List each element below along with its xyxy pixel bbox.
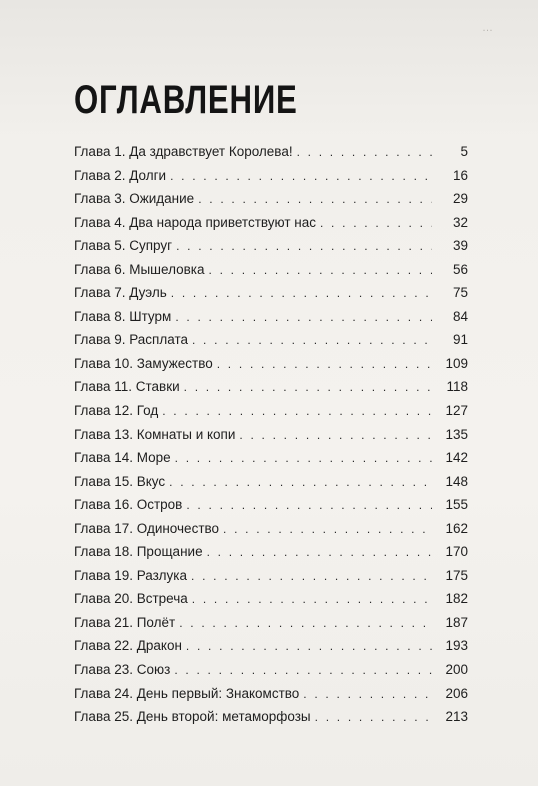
- toc-entry: [74, 262, 468, 286]
- toc-list: [74, 144, 468, 733]
- toc-entry-page: 213: [445, 709, 468, 725]
- toc-entry-page: 142: [445, 450, 468, 466]
- toc-entry-label: Глава 3. Ожидание: [74, 191, 195, 207]
- dot-leader: [176, 239, 432, 253]
- toc-entry: [74, 497, 468, 521]
- toc-title: ОГЛАВЛЕНИЕ: [74, 78, 298, 122]
- toc-entry-page: 39: [452, 238, 468, 254]
- toc-entry: [74, 427, 468, 451]
- toc-entry-page: 200: [445, 662, 468, 678]
- toc-entry: [74, 709, 468, 733]
- toc-entry: [74, 168, 468, 192]
- toc-entry-page: 109: [445, 355, 468, 371]
- dot-leader: [169, 475, 432, 489]
- dot-leader: [209, 263, 433, 277]
- toc-entry-label: Глава 20. Встреча: [74, 591, 188, 607]
- toc-entry: [74, 215, 468, 239]
- toc-entry: [74, 332, 468, 356]
- dot-leader: [175, 451, 432, 465]
- toc-entry-page: 91: [452, 332, 468, 348]
- toc-entry: [74, 662, 468, 686]
- toc-entry-page: 193: [445, 638, 468, 654]
- dot-leader: [191, 569, 432, 583]
- toc-entry-label: Глава 9. Расплата: [74, 332, 188, 348]
- toc-entry-page: 175: [445, 567, 468, 583]
- toc-entry: [74, 285, 468, 309]
- toc-entry: [74, 474, 468, 498]
- toc-entry: [74, 568, 468, 592]
- toc-entry-page: 148: [445, 473, 468, 489]
- toc-entry-page: 135: [445, 426, 468, 442]
- toc-entry: [74, 544, 468, 568]
- toc-entry-label: Глава 18. Прощание: [74, 544, 203, 560]
- dot-leader: [239, 428, 432, 442]
- toc-entry-label: Глава 2. Долги: [74, 167, 167, 183]
- toc-entry-label: Глава 10. Замужество: [74, 355, 213, 371]
- toc-entry: [74, 686, 468, 710]
- dot-leader: [217, 357, 432, 371]
- toc-entry-page: 5: [460, 144, 468, 159]
- dot-leader: [174, 663, 432, 677]
- dot-leader: [223, 522, 432, 536]
- toc-entry: [74, 144, 468, 168]
- toc-entry: [74, 591, 468, 615]
- toc-entry: [74, 403, 468, 427]
- toc-entry: [74, 238, 468, 262]
- toc-entry-page: 182: [445, 591, 468, 607]
- dot-leader: [207, 545, 432, 559]
- toc-entry-page: 32: [452, 214, 468, 230]
- toc-entry-page: 162: [445, 520, 468, 536]
- toc-entry-label: Глава 5. Супруг: [74, 238, 173, 254]
- dot-leader: [320, 216, 432, 230]
- toc-entry-label: Глава 22. Дракон: [74, 638, 182, 654]
- dot-leader: [192, 333, 432, 347]
- toc-entry-label: Глава 13. Комнаты и копи: [74, 426, 236, 442]
- toc-entry-page: 127: [445, 403, 468, 419]
- toc-entry-page: 75: [452, 285, 468, 301]
- toc-entry-page: 155: [445, 497, 468, 513]
- toc-entry: [74, 450, 468, 474]
- dot-leader: [162, 404, 432, 418]
- toc-entry-page: 118: [446, 379, 468, 395]
- toc-entry-page: 29: [452, 191, 468, 207]
- running-head: …: [482, 22, 494, 34]
- toc-entry-label: Глава 16. Остров: [74, 497, 183, 513]
- toc-entry-label: Глава 23. Союз: [74, 662, 171, 678]
- toc-entry-label: Глава 24. День первый: Знакомство: [74, 685, 300, 701]
- toc-entry-label: Глава 21. Полёт: [74, 614, 176, 630]
- toc-entry: [74, 309, 468, 333]
- toc-entry-label: Глава 8. Штурм: [74, 308, 172, 324]
- dot-leader: [186, 498, 432, 512]
- toc-entry: [74, 356, 468, 380]
- toc-entry-label: Глава 7. Дуэль: [74, 285, 167, 301]
- toc-entry: [74, 379, 468, 403]
- toc-entry-page: 56: [452, 261, 468, 277]
- toc-entry-page: 206: [445, 685, 468, 701]
- dot-leader: [186, 639, 432, 653]
- dot-leader: [192, 592, 432, 606]
- toc-entry-label: Глава 25. День второй: метаморфозы: [74, 709, 311, 725]
- toc-entry: [74, 615, 468, 639]
- dot-leader: [179, 616, 432, 630]
- dot-leader: [184, 380, 432, 394]
- dot-leader: [175, 310, 432, 324]
- dot-leader: [303, 687, 432, 701]
- dot-leader: [315, 710, 432, 724]
- dot-leader: [170, 169, 432, 183]
- toc-entry-label: Глава 11. Ставки: [74, 379, 180, 395]
- toc-entry: [74, 521, 468, 545]
- toc-entry-label: Глава 6. Мышеловка: [74, 261, 205, 277]
- toc-entry-page: 16: [452, 167, 468, 183]
- toc-entry-label: Глава 15. Вкус: [74, 473, 166, 489]
- toc-entry-page: 170: [445, 544, 468, 560]
- toc-entry-label: Глава 14. Море: [74, 450, 171, 466]
- toc-entry-page: 187: [445, 614, 468, 630]
- toc-entry-label: Глава 12. Год: [74, 403, 159, 419]
- toc-entry-label: Глава 4. Два народа приветствуют нас: [74, 214, 316, 230]
- toc-entry-label: Глава 1. Да здравствует Королева!: [74, 144, 293, 159]
- dot-leader: [297, 145, 432, 159]
- toc-entry-page: 84: [452, 308, 468, 324]
- dot-leader: [198, 192, 432, 206]
- toc-entry: [74, 638, 468, 662]
- toc-entry: [74, 191, 468, 215]
- dot-leader: [171, 286, 432, 300]
- toc-entry-label: Глава 17. Одиночество: [74, 520, 220, 536]
- toc-entry-label: Глава 19. Разлука: [74, 567, 188, 583]
